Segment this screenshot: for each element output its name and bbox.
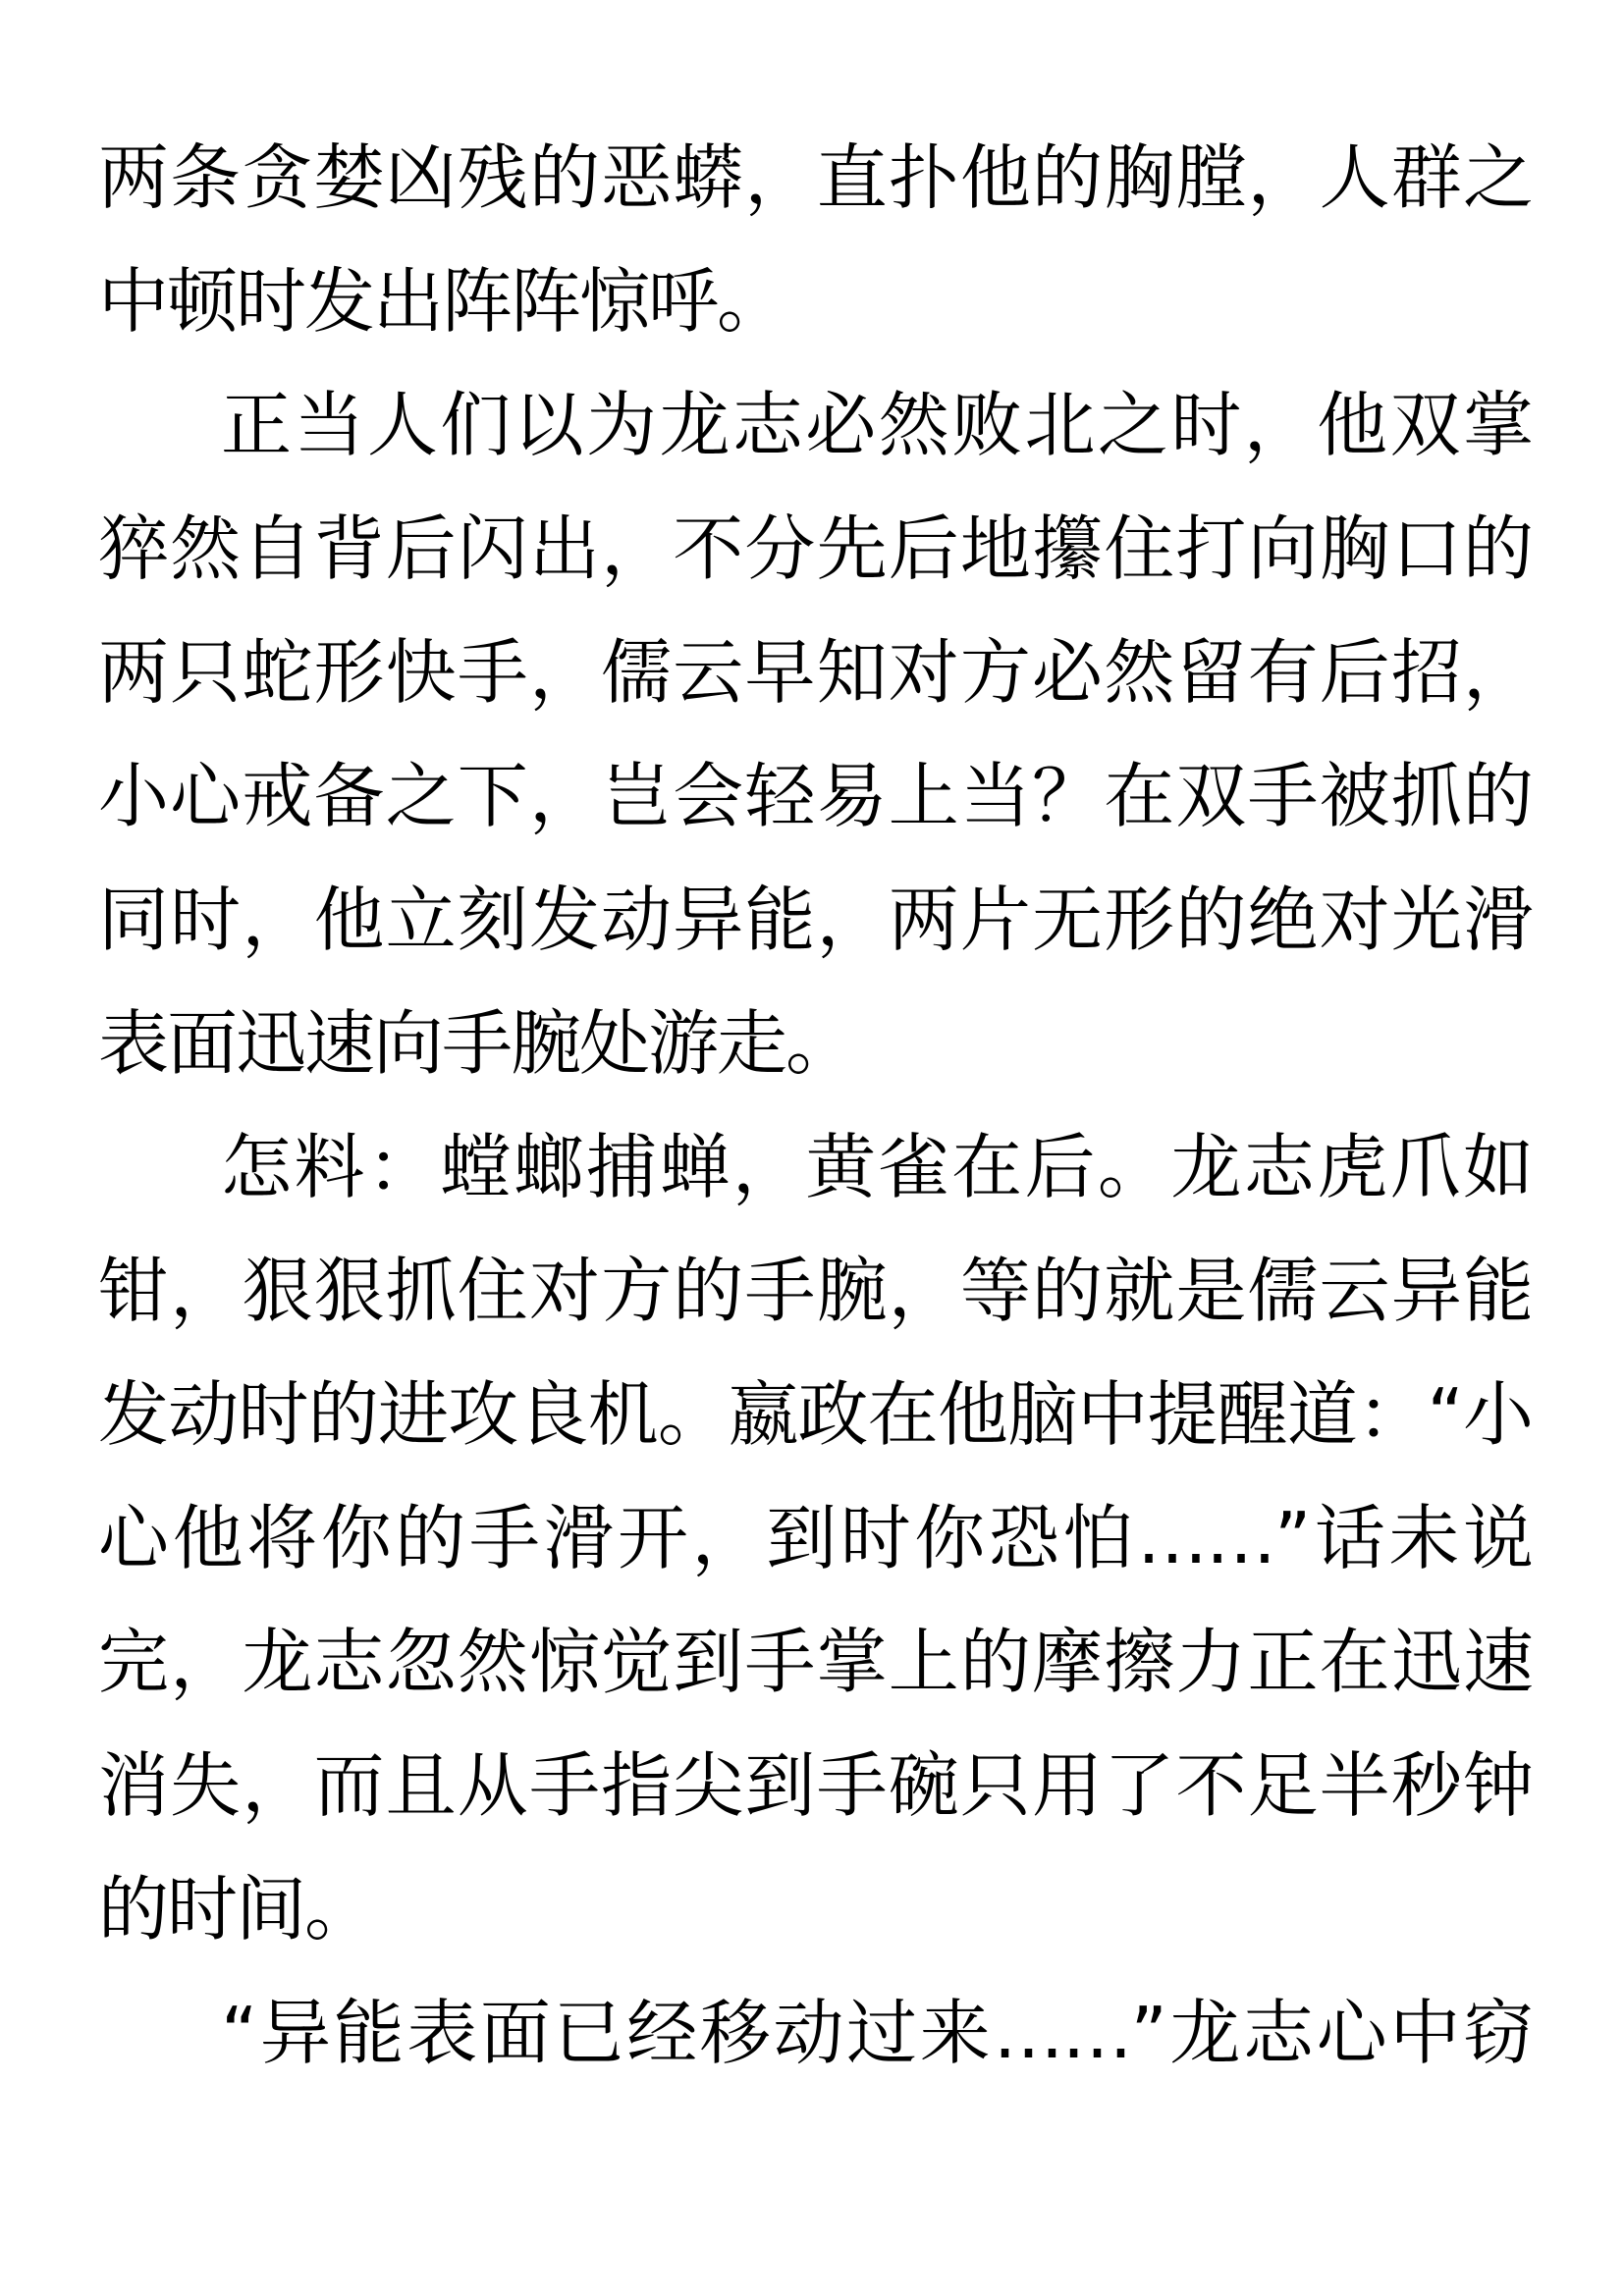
text-line: 同时，他立刻发动异能，两片无形的绝对光滑 <box>98 879 1532 961</box>
document-body <box>98 116 1532 2095</box>
text-line: 表面迅速向手腕处游走。 <box>98 1002 855 1085</box>
text-line: 猝然自背后闪出，不分先后地攥住打向胸口的 <box>98 507 1532 590</box>
text-line: 小心戒备之下，岂会轻易上当？在双手被抓的 <box>98 755 1532 837</box>
text-line: 两条贪婪凶残的恶蟒，直扑他的胸膛，人群之 <box>98 136 1532 219</box>
paragraph-first-line: 正当人们以为龙志必然败北之时，他双掌 <box>221 384 1532 466</box>
text-line: 心他将你的手滑开，到时你恐怕……”话未说 <box>98 1497 1532 1579</box>
text-line: 消失，而且从手指尖到手碗只用了不足半秒钟 <box>98 1744 1532 1827</box>
paragraph-first-line: “异能表面已经移动过来……”龙志心中窃 <box>221 1992 1532 2074</box>
text-line: 完，龙志忽然惊觉到手掌上的摩擦力正在迅速 <box>98 1621 1532 1703</box>
text-line: 钳，狠狠抓住对方的手腕，等的就是儒云异能 <box>98 1250 1532 1332</box>
paragraph-first-line: 怎料：螳螂捕蝉，黄雀在后。龙志虎爪如 <box>221 1126 1532 1208</box>
text-line: 中顿时发出阵阵惊呼。 <box>98 260 786 343</box>
text-line: 两只蛇形快手，儒云早知对方必然留有后招， <box>98 631 1532 714</box>
text-line: 发动时的进攻良机。嬴政在他脑中提醒道：“小 <box>98 1373 1532 1456</box>
text-line: 的时间。 <box>98 1868 374 1950</box>
